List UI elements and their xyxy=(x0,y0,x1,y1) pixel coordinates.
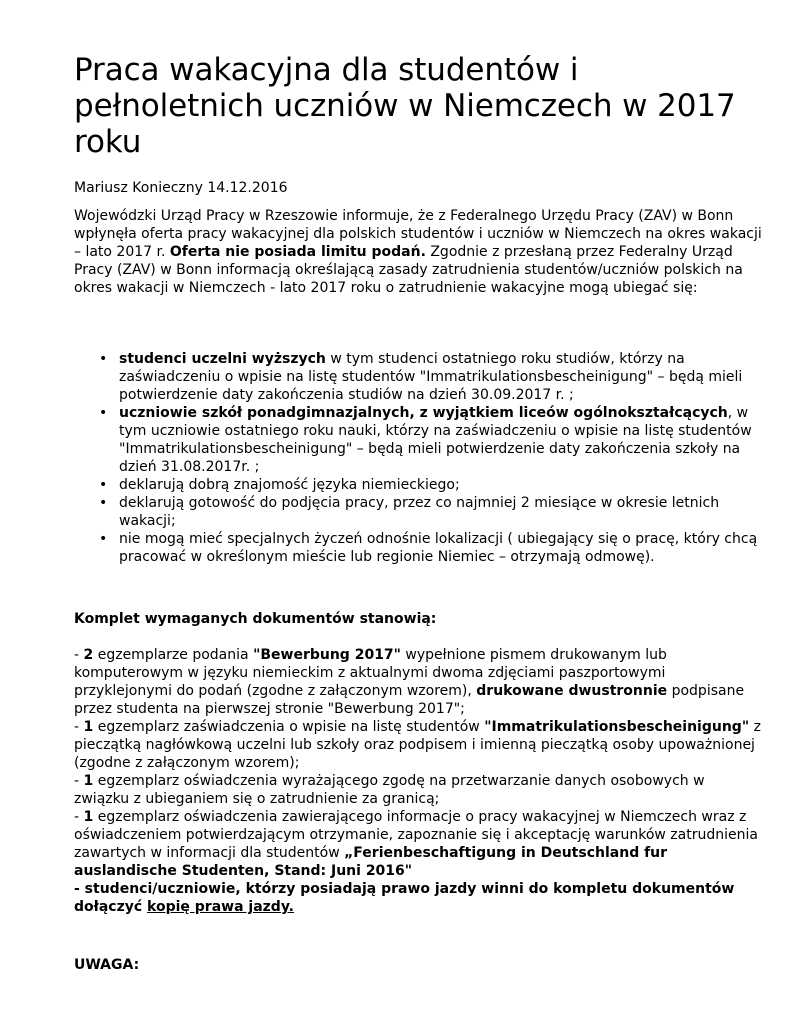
list-item-text: , w tym uczniowie ostatniego roku nauki, którzy na zaświadczeniu o wpisie na listę studentów "Immatrikulationsbescheinigung" – będą mieli potwierdzenie daty zakończenia szkoły na dzień 31.08.2017r. ; xyxy=(119,405,752,475)
doc-1-text: podpisane przez studenta na pierwszej stronie "Bewerbung 2017"; xyxy=(74,683,745,717)
doc-3-text: egzemplarz oświadczenia wyrażającego zgodę na przetwarzanie danych osobowych w związku z ubieganiem się o zatrudnienie za granicą; xyxy=(74,773,705,807)
list-item-text: deklarują gotowość do podjęcia pracy, przez co najmniej 2 miesiące w okresie letnich wakacji; xyxy=(119,495,720,529)
intro-paragraph xyxy=(74,207,764,297)
doc-2-count: 1 xyxy=(83,719,94,735)
list-item-bold: uczniowie szkół ponadgimnazjalnych, z wyjątkiem liceów ogólnokształcących xyxy=(119,405,728,421)
documents-heading: Komplet wymaganych dokumentów stanowią: xyxy=(74,611,437,627)
doc-1-text: egzemplarze podania xyxy=(93,647,254,663)
documents-list xyxy=(74,646,764,916)
page-title: Praca wakacyjna dla studentów i pełnoletnich uczniów w Niemczech w 2017 roku xyxy=(74,52,736,160)
doc-4-bold: „Ferienbeschaftigung in Deutschland fur auslandische Studenten, Stand: Juni 2016" xyxy=(74,845,668,879)
list-item-bold: studenci uczelni wyższych xyxy=(119,351,326,367)
intro-bold: Oferta nie posiada limitu podań. xyxy=(169,244,426,260)
list-item xyxy=(119,494,779,530)
list-item xyxy=(119,476,779,494)
list-item-text: deklarują dobrą znajomość języka niemieckiego; xyxy=(119,477,460,493)
list-item xyxy=(119,404,779,476)
intro-text-2: Zgodnie z przesłaną przez Federalny Urząd Pracy (ZAV) w Bonn informacją określającą zasady zatrudnienia studentów/uczniów polskich na okres wakacji w Niemczech - lato 2017 roku o zatrudnienie wakacyjne mogą ubiegać się: xyxy=(74,244,743,296)
intro-text: Wojewódzki Urząd Pracy w Rzeszowie informuje, że z Federalnego Urzędu Pracy (ZAV) w Bonn wpłynęła oferta pracy wakacyjnej dla polskich studentów i uczniów w Niemczech na okres wakacji – lato 2017 r. xyxy=(74,208,762,260)
doc-4-text: - xyxy=(74,809,84,825)
warning-heading: UWAGA: xyxy=(74,957,140,973)
doc-1-text: wypełnione pismem drukowanym lub komputerowym w języku niemieckim z aktualnymi dwoma zdjęciami paszportowymi przyklejonymi do podań (zgodne z załączonym wzorem), xyxy=(74,647,667,699)
doc-5-bold: - studenci/uczniowie, którzy posiadają prawo jazdy winni do kompletu dokumentów dołączyć xyxy=(74,881,735,915)
list-item-text: nie mogą mieć specjalnych życzeń odnośnie lokalizacji ( ubiegający się o pracę, który chcą pracować w określonym mieście lub regionie Niemiec – otrzymają odmowę). xyxy=(119,531,758,565)
doc-4-count: 1 xyxy=(83,809,94,825)
driving-license-copy: kopię prawa jazdy. xyxy=(147,899,294,915)
doc-2-bold: "Immatrikulationsbescheinigung" xyxy=(484,719,750,735)
doc-1-bold: drukowane dwustronnie xyxy=(476,683,668,699)
list-item xyxy=(119,530,779,566)
doc-2-text: z pieczątką nagłówkową uczelni lub szkoły oraz podpisem i imienną pieczątką osoby upoważnionej (zgodne z załączonym wzorem); xyxy=(74,719,761,771)
list-item-text: w tym studenci ostatniego roku studiów, którzy na zaświadczeniu o wpisie na listę studentów "Immatrikulationsbescheinigung" – będą mieli potwierdzenie daty zakończenia studiów na dzień 30.09.2017 r. ; xyxy=(119,351,743,403)
doc-4-text: egzemplarz oświadczenia zawierającego informacje o pracy wakacyjnej w Niemczech wraz z oświadczeniem potwierdzającym otrzymanie, zapoznanie się i akceptację warunków zatrudnienia zawartych w informacji dla studentów xyxy=(74,809,758,861)
list-item xyxy=(119,350,779,404)
requirements-list xyxy=(74,350,779,566)
doc-3-count: 1 xyxy=(83,773,94,789)
doc-2-text: egzemplarz zaświadczenia o wpisie na listę studentów xyxy=(93,719,485,735)
doc-2-text: - xyxy=(74,719,84,735)
doc-1-bold: "Bewerbung 2017" xyxy=(253,647,401,663)
author-date: Mariusz Konieczny 14.12.2016 xyxy=(74,180,288,196)
doc-1-count: 2 xyxy=(83,647,94,663)
doc-3-text: - xyxy=(74,773,84,789)
doc-1-text: - xyxy=(74,647,84,663)
